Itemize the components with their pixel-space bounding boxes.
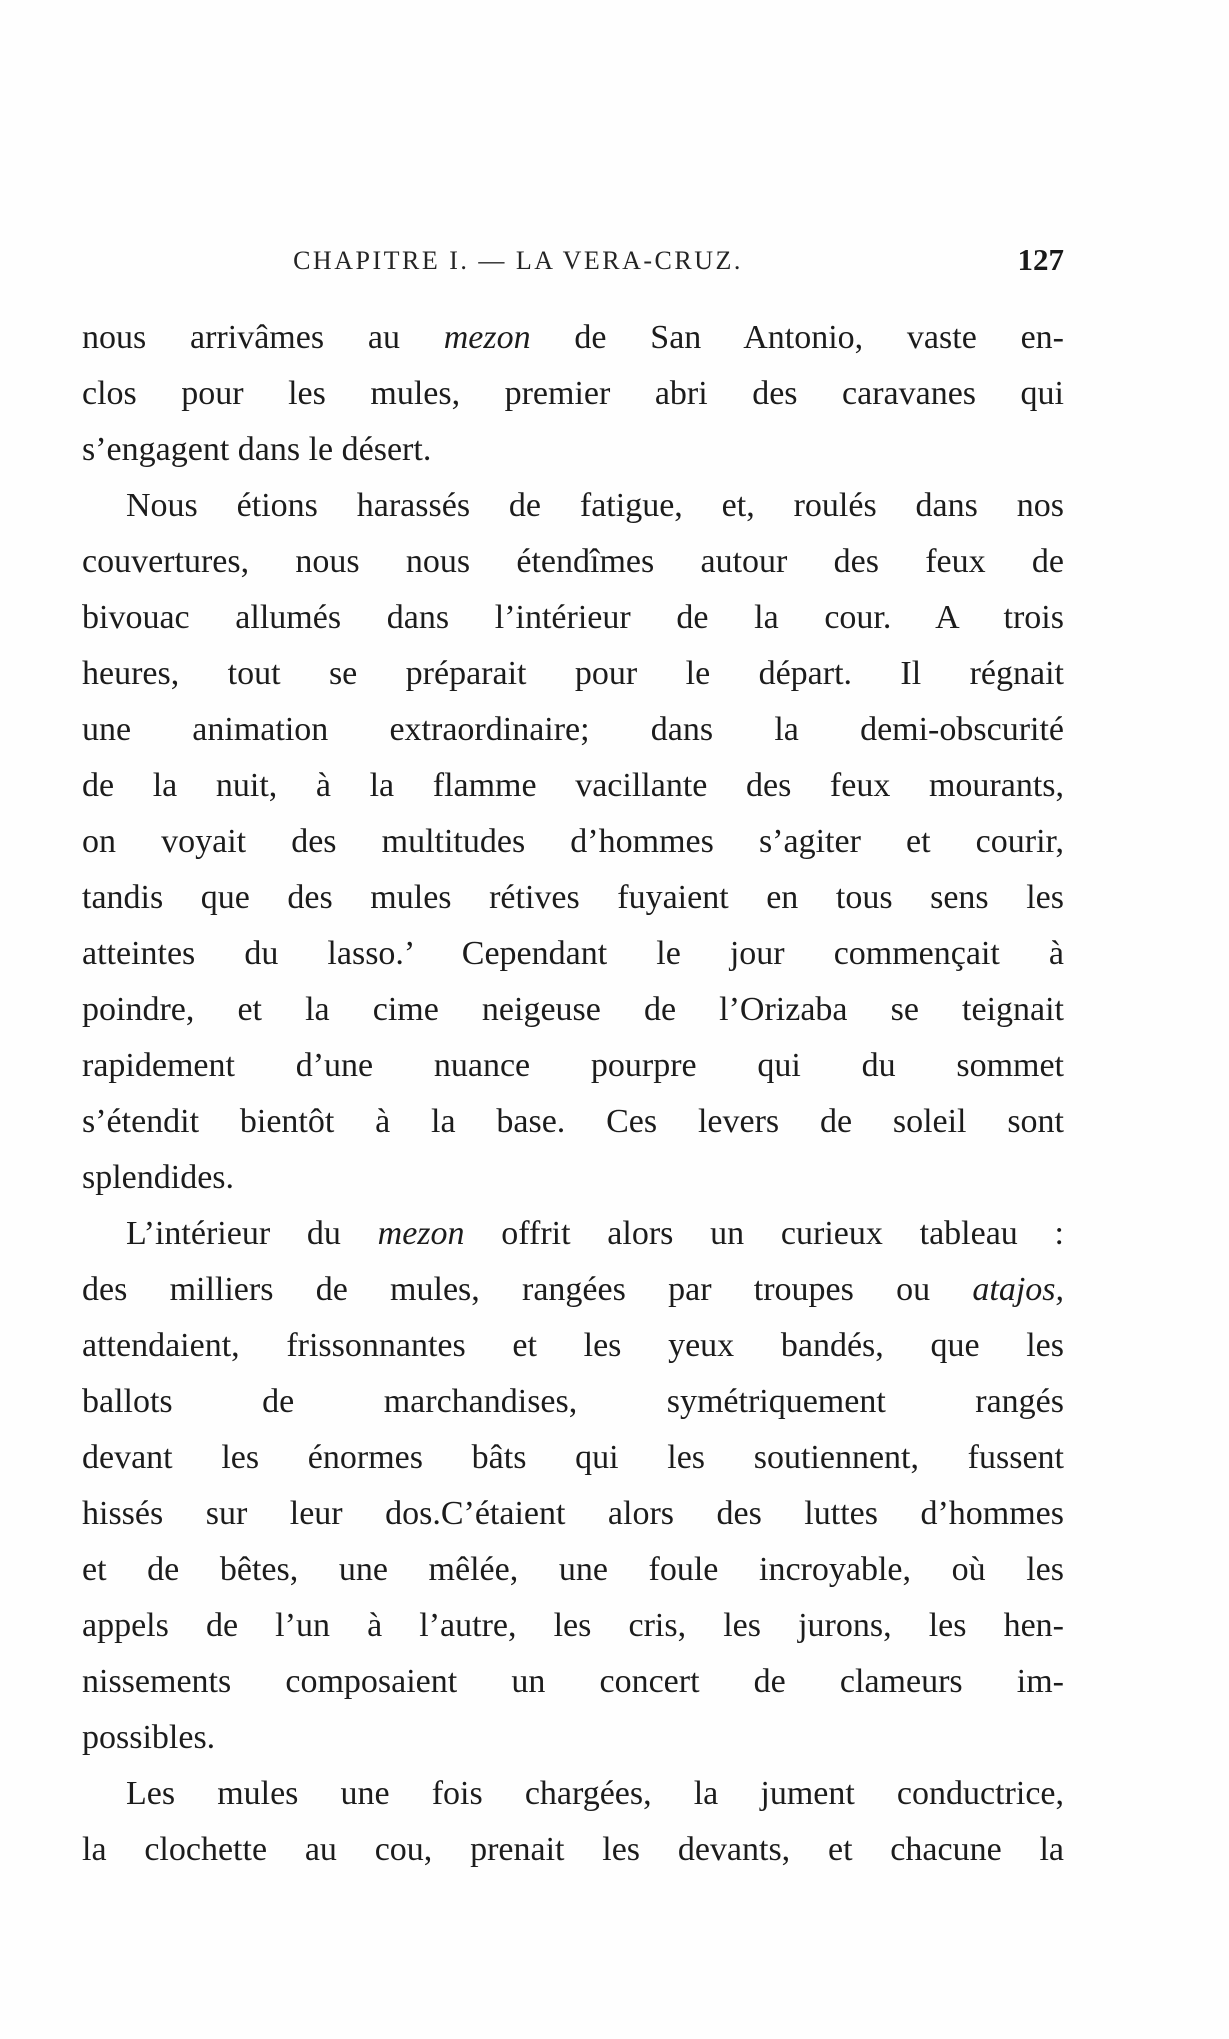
text-line xyxy=(82,534,1064,590)
italic-text: mezon xyxy=(377,1215,465,1252)
italic-text: mezon xyxy=(443,319,531,356)
text-line xyxy=(82,1094,1064,1150)
text-line xyxy=(82,926,1064,982)
body-text: s’engagent dans le désert. xyxy=(82,431,432,468)
body-text: bivouac allumés dans l’intérieur de la cour. A trois xyxy=(82,599,1064,636)
text-line xyxy=(82,1038,1064,1094)
body-text: Les mules une fois chargées, la jument conductrice, xyxy=(126,1775,1064,1812)
text-line xyxy=(82,1430,1064,1486)
text-line xyxy=(82,1710,1064,1766)
page-number: 127 xyxy=(1017,242,1064,277)
body-text: nissements composaient un concert de clameurs im- xyxy=(82,1663,1064,1700)
body-text: possibles. xyxy=(82,1719,216,1756)
body-text: attendaient, frissonnantes et les yeux bandés, que les xyxy=(82,1327,1064,1364)
body-text: poindre, et la cime neigeuse de l’Orizaba se teignait xyxy=(82,991,1064,1028)
text-line xyxy=(82,478,1064,534)
body-text: on voyait des multitudes d’hommes s’agiter et courir, xyxy=(82,823,1064,860)
text-line xyxy=(82,1318,1064,1374)
chapter-heading: CHAPITRE I. — LA VERA-CRUZ. xyxy=(293,246,743,275)
body-text: de San Antonio, vaste en- xyxy=(530,319,1064,356)
text-line xyxy=(82,1486,1064,1542)
page-body xyxy=(82,310,1064,1878)
text-line xyxy=(82,422,1064,478)
text-line xyxy=(82,646,1064,702)
text-line xyxy=(82,870,1064,926)
text-line xyxy=(82,814,1064,870)
body-text: de la nuit, à la flamme vacillante des feux mourants, xyxy=(82,767,1064,804)
body-text: atteintes du lasso.’ Cependant le jour commençait à xyxy=(82,935,1064,972)
body-text: L’intérieur du xyxy=(126,1215,378,1252)
text-line xyxy=(82,590,1064,646)
body-text: et de bêtes, une mêlée, une foule incroyable, où les xyxy=(82,1551,1064,1588)
text-line xyxy=(82,1542,1064,1598)
text-line xyxy=(82,1150,1064,1206)
text-line xyxy=(82,982,1064,1038)
running-header xyxy=(82,242,1064,288)
text-line xyxy=(82,758,1064,814)
body-text: appels de l’un à l’autre, les cris, les jurons, les hen- xyxy=(82,1607,1064,1644)
text-line xyxy=(82,1598,1064,1654)
text-line xyxy=(82,702,1064,758)
body-text: la clochette au cou, prenait les devants, et chacune la xyxy=(82,1831,1064,1868)
body-text: offrit alors un curieux tableau : xyxy=(464,1215,1064,1252)
body-text: rapidement d’une nuance pourpre qui du sommet xyxy=(82,1047,1064,1084)
body-text: Nous étions harassés de fatigue, et, roulés dans nos xyxy=(126,487,1064,524)
text-line xyxy=(82,366,1064,422)
text-line xyxy=(82,1654,1064,1710)
body-text: clos pour les mules, premier abri des caravanes qui xyxy=(82,375,1064,412)
body-text: ballots de marchandises, symétriquement rangés xyxy=(82,1383,1064,1420)
italic-text: atajos, xyxy=(972,1271,1064,1308)
text-line xyxy=(82,310,1064,366)
text-line xyxy=(82,1822,1064,1878)
text-line xyxy=(82,1766,1064,1822)
body-text: hissés sur leur dos.C’étaient alors des luttes d’hommes xyxy=(82,1495,1064,1532)
body-text: nous arrivâmes au xyxy=(82,319,444,356)
body-text: tandis que des mules rétives fuyaient en tous sens les xyxy=(82,879,1064,916)
body-text: splendides. xyxy=(82,1159,235,1196)
text-line xyxy=(82,1206,1064,1262)
body-text: une animation extraordinaire; dans la demi-obscurité xyxy=(82,711,1064,748)
body-text: s’étendit bientôt à la base. Ces levers de soleil sont xyxy=(82,1103,1064,1140)
body-text: heures, tout se préparait pour le départ. Il régnait xyxy=(82,655,1064,692)
body-text: des milliers de mules, rangées par troupes ou xyxy=(82,1271,973,1308)
body-text: devant les énormes bâts qui les soutiennent, fussent xyxy=(82,1439,1064,1476)
text-line xyxy=(82,1262,1064,1318)
text-line xyxy=(82,1374,1064,1430)
body-text: couvertures, nous nous étendîmes autour des feux de xyxy=(82,543,1064,580)
